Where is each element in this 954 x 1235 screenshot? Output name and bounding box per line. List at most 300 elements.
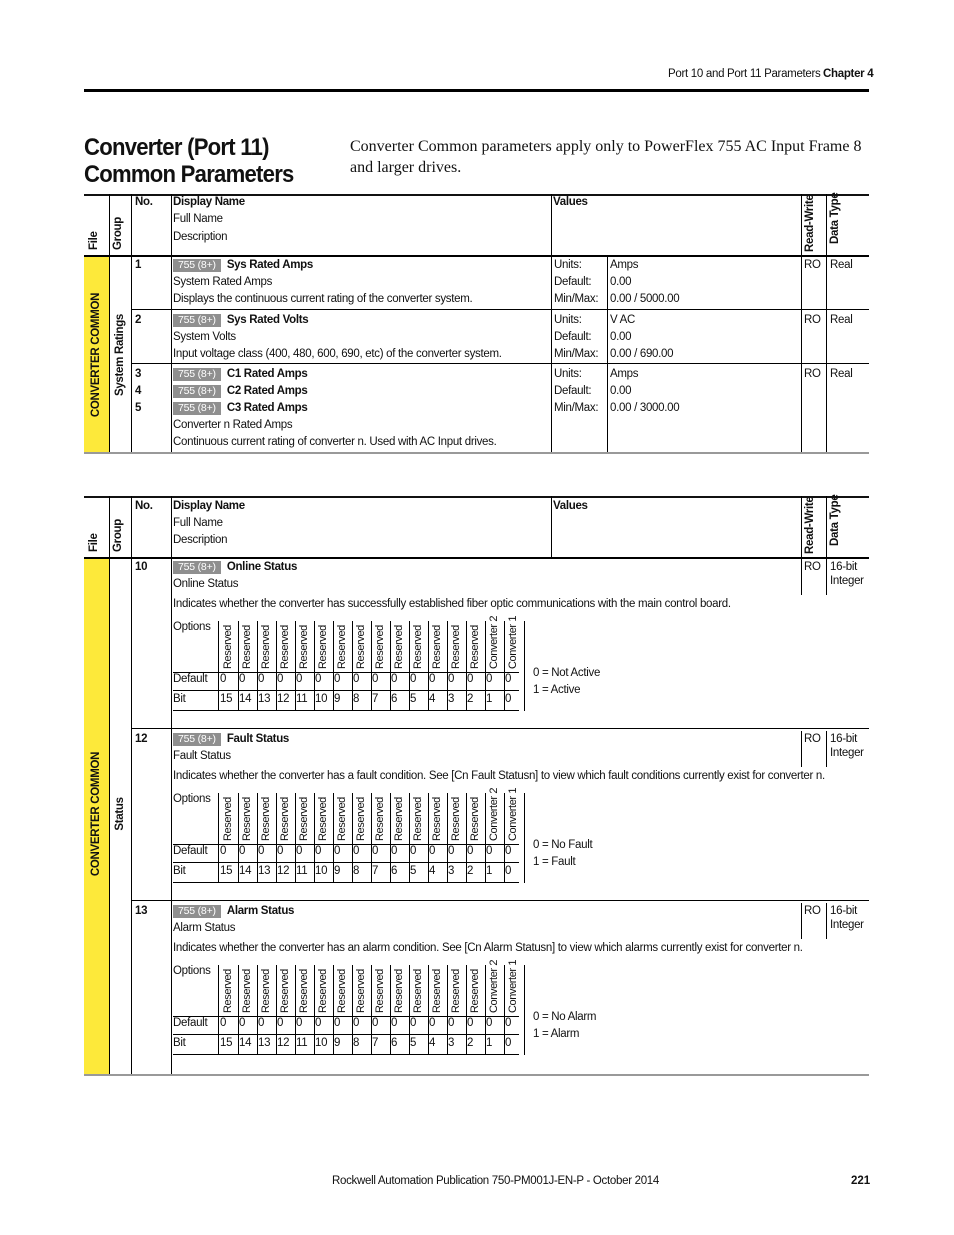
bit-legend-1: 1 = Alarm [533,1028,580,1040]
bit-label-bit: Bit [173,693,186,705]
value-default: 0.00 [610,276,632,288]
bit-column-line [504,965,505,1055]
column-line [801,731,802,767]
col-header-display-name: Display Name [173,500,245,512]
default-value: 0 [448,673,455,685]
value-label: Min/Max: [554,293,599,305]
default-value: 0 [448,845,455,857]
param-full-name: Online Status [173,578,239,590]
bit-number: 11 [296,693,308,705]
bit-number: 2 [467,865,474,877]
bit-label-default: Default [173,845,208,857]
drive-badge: 755 (8+) [173,561,221,574]
param-description: Continuous current rating of converter n. Used with AC Input drives. [173,436,497,448]
default-value: 0 [239,1017,246,1029]
default-value: 0 [220,1017,227,1029]
option-name: Reserved [241,969,253,1013]
bit-column-line [314,621,315,711]
bit-column-line [390,621,391,711]
option-name: Reserved [336,625,348,669]
param-description: Indicates whether the converter has successfully established fiber optic communications with the main control board. [173,598,731,610]
bit-column-line [409,621,410,711]
bit-label-options: Options [173,965,211,977]
read-write-value: RO [804,733,821,745]
bit-table-rule [173,862,519,863]
row-rule [131,728,869,729]
option-name: Reserved [298,625,310,669]
bit-number: 15 [220,693,233,705]
column-line [826,903,827,939]
param-display-line [173,731,289,748]
default-value: 0 [486,1017,493,1029]
running-header-chapter: Chapter 4 [823,68,874,80]
col-header-group: Group [112,519,124,552]
option-name: Reserved [469,797,481,841]
col-header-no: No. [135,500,153,512]
col-header-read-write: Read-Write [804,496,816,554]
value-default: 0.00 [610,331,632,343]
page-number: 221 [851,1175,871,1187]
bit-number: 6 [391,865,398,877]
bit-number: 6 [391,693,398,705]
default-value: 0 [353,845,360,857]
default-value: 0 [505,845,512,857]
bit-column-line [428,793,429,883]
param-description: Input voltage class (400, 480, 600, 690, etc) of the converter system. [173,348,502,360]
option-name: Reserved [355,969,367,1013]
bit-column-line [257,793,258,883]
default-value: 0 [353,1017,360,1029]
column-line [109,194,110,453]
option-name: Reserved [469,969,481,1013]
bit-number: 10 [315,693,328,705]
option-name: Reserved [260,797,272,841]
value-min-max: 0.00 / 5000.00 [610,293,680,305]
option-name: Reserved [298,969,310,1013]
bit-column-line [447,793,448,883]
bit-column-line [428,965,429,1055]
column-line [551,194,552,453]
header-rule [84,89,869,92]
default-value: 0 [467,1017,474,1029]
bit-number: 5 [410,693,417,705]
param-number: 3 [135,368,142,380]
option-name: Reserved [393,625,405,669]
option-name: Reserved [412,969,424,1013]
bit-column-line [333,621,334,711]
bit-table-rule [173,710,519,711]
value-units: Amps [610,259,639,271]
bit-column-line [276,965,277,1055]
bit-label-default: Default [173,1017,208,1029]
data-type-value: Real [830,368,853,380]
option-name: Reserved [412,625,424,669]
value-label: Units: [554,259,582,271]
param-display-line [173,903,294,920]
default-value: 0 [429,845,436,857]
bit-column-line [466,965,467,1055]
group-label: System Ratings [114,313,126,397]
default-value: 0 [315,673,322,685]
bit-column-line [352,965,353,1055]
bit-number: 11 [296,865,308,877]
read-write-value: RO [804,905,821,917]
bit-column-line [504,621,505,711]
option-name: Reserved [298,797,310,841]
row-rule [131,309,869,310]
param-display-name: Fault Status [226,733,290,745]
bit-column-line [352,793,353,883]
default-value: 0 [220,673,227,685]
bit-column-line [485,793,486,883]
param-number: 5 [135,402,142,414]
bit-label-options: Options [173,621,211,633]
param-full-name: System Rated Amps [173,276,273,288]
column-line [801,559,802,595]
param-number: 12 [135,733,148,745]
bit-column-line [485,965,486,1055]
bit-number: 13 [258,1037,271,1049]
bit-number: 7 [372,865,379,877]
option-name: Reserved [279,625,291,669]
value-label: Min/Max: [554,402,599,414]
default-value: 0 [372,1017,379,1029]
bit-legend-0: 0 = No Fault [533,839,593,851]
bit-number: 13 [258,865,271,877]
bit-number: 0 [505,1037,512,1049]
col-header-display-name: Display Name [173,196,245,208]
default-value: 0 [277,845,284,857]
col-header-read-write: Read-Write [804,194,816,252]
read-write-value: RO [804,368,821,380]
option-name: Reserved [469,625,481,669]
option-name: Reserved [317,969,329,1013]
bit-table-rule [218,793,219,883]
bit-number: 4 [429,693,436,705]
bit-table-rule [173,882,519,883]
bit-column-line [409,965,410,1055]
drive-badge: 755 (8+) [173,385,221,398]
bit-column-line [466,621,467,711]
bit-column-line [371,965,372,1055]
bit-column-line [485,621,486,711]
option-name: Reserved [393,797,405,841]
option-name: Reserved [336,969,348,1013]
bit-number: 14 [239,693,252,705]
bit-number: 15 [220,1037,233,1049]
bit-number: 8 [353,693,360,705]
param-display-name: Sys Rated Amps [226,259,313,271]
param-full-name: Fault Status [173,750,231,762]
value-label: Units: [554,314,582,326]
option-name: Converter 2 [488,959,500,1013]
option-name: Reserved [279,969,291,1013]
bit-column-line [390,965,391,1055]
bit-column-line [238,621,239,711]
param-full-name: Converter n Rated Amps [173,419,293,431]
bit-column-line [371,621,372,711]
bit-number: 9 [334,865,341,877]
default-value: 0 [429,673,436,685]
column-line [801,903,802,939]
bit-label-bit: Bit [173,865,186,877]
bit-number: 8 [353,1037,360,1049]
param-description: Displays the continuous current rating of the converter system. [173,293,473,305]
bit-number: 14 [239,1037,252,1049]
default-value: 0 [258,845,265,857]
option-name: Reserved [222,797,234,841]
table-bottom-rule [84,1074,869,1076]
default-value: 0 [277,673,284,685]
default-value: 0 [353,673,360,685]
option-name: Reserved [450,797,462,841]
default-value: 0 [391,845,398,857]
col-header-file: File [88,533,100,552]
bit-column-line [390,793,391,883]
intro-paragraph: Converter Common parameters apply only to PowerFlex 755 AC Input Frame 8 and larger drives. [350,138,862,176]
option-name: Reserved [317,625,329,669]
default-value: 0 [410,845,417,857]
default-value: 0 [277,1017,284,1029]
option-name: Reserved [393,969,405,1013]
col-header-group: Group [112,217,124,250]
option-name: Converter 1 [507,959,519,1013]
default-value: 0 [296,1017,303,1029]
bit-column-line [352,621,353,711]
value-label: Default: [554,331,592,343]
group-label: Status [114,797,126,831]
default-value: 0 [258,1017,265,1029]
option-name: Reserved [336,797,348,841]
value-label: Default: [554,385,592,397]
bit-number: 10 [315,865,328,877]
bit-number: 1 [486,693,493,705]
param-number: 4 [135,385,142,397]
bit-table-rule [218,621,219,711]
param-number: 13 [135,905,148,917]
param-display-name: C2 Rated Amps [226,385,308,397]
default-value: 0 [220,845,227,857]
default-value: 0 [334,845,341,857]
bit-table-rule [173,1054,519,1055]
col-header-values: Values [553,196,588,208]
option-name: Reserved [374,797,386,841]
col-header-description: Description [173,231,228,243]
parameter-table-status [84,496,869,1078]
default-value: 0 [486,673,493,685]
option-name: Converter 1 [507,787,519,841]
bit-table-rule [173,1034,519,1035]
bit-column-line [276,793,277,883]
bit-column-line [295,793,296,883]
option-name: Reserved [222,969,234,1013]
bit-column-line [524,793,525,883]
option-name: Reserved [431,797,443,841]
param-full-name: Alarm Status [173,922,236,934]
param-description: Indicates whether the converter has an alarm condition. See [Cn Alarm Statusn] to view which alarms currently exist for converter n. [173,942,803,954]
bit-number: 1 [486,1037,493,1049]
param-full-name: System Volts [173,331,236,343]
bit-column-line [409,793,410,883]
default-value: 0 [505,1017,512,1029]
col-header-full-name: Full Name [173,517,223,529]
value-label: Default: [554,276,592,288]
option-name: Converter 2 [488,615,500,669]
footer-publication: Rockwell Automation Publication 750-PM001J-EN-P - October 2014 [332,1175,660,1187]
default-value: 0 [429,1017,436,1029]
bit-number: 9 [334,1037,341,1049]
column-line [826,194,827,453]
default-value: 0 [410,673,417,685]
param-display-line [173,559,297,576]
default-value: 0 [315,1017,322,1029]
bit-number: 2 [467,693,474,705]
running-header-section: Port 10 and Port 11 Parameters [668,68,821,80]
bit-column-line [447,965,448,1055]
column-line [826,731,827,767]
bit-number: 0 [505,865,512,877]
value-units: Amps [610,368,639,380]
bit-column-line [524,621,525,711]
option-name: Reserved [279,797,291,841]
default-value: 0 [372,845,379,857]
bit-column-line [428,621,429,711]
default-value: 0 [505,673,512,685]
default-value: 0 [239,845,246,857]
bit-table-rule [173,690,519,691]
data-type-value: 16-bit Integer [830,733,864,759]
bit-number: 13 [258,693,271,705]
bit-column-line [295,965,296,1055]
col-header-values: Values [553,500,588,512]
column-line [131,194,132,453]
bit-legend-0: 0 = No Alarm [533,1011,597,1023]
bit-number: 4 [429,1037,436,1049]
bit-column-line [333,965,334,1055]
bit-column-line [257,965,258,1055]
param-number: 1 [135,259,142,271]
option-name: Reserved [450,969,462,1013]
bit-column-line [257,621,258,711]
bit-legend-1: 1 = Fault [533,856,576,868]
col-header-data-type: Data Type [829,192,841,244]
bit-number: 0 [505,693,512,705]
bit-column-line [504,793,505,883]
param-display-name: C1 Rated Amps [226,368,308,380]
bit-column-line [333,793,334,883]
drive-badge: 755 (8+) [173,314,221,327]
param-number: 2 [135,314,142,326]
option-name: Reserved [374,969,386,1013]
default-value: 0 [315,845,322,857]
row-rule [131,363,869,364]
option-name: Converter 1 [507,615,519,669]
option-name: Converter 2 [488,787,500,841]
option-name: Reserved [431,969,443,1013]
default-value: 0 [334,673,341,685]
option-name: Reserved [222,625,234,669]
bit-number: 9 [334,693,341,705]
value-label: Units: [554,368,582,380]
default-value: 0 [467,673,474,685]
col-header-description: Description [173,534,228,546]
option-name: Reserved [355,625,367,669]
value-units: V AC [610,314,636,326]
param-display-name: Alarm Status [226,905,295,917]
read-write-value: RO [804,314,821,326]
bit-table-rule [218,965,219,1055]
col-header-file: File [88,231,100,250]
column-line [171,194,172,453]
bit-column-line [447,621,448,711]
option-name: Reserved [260,969,272,1013]
parameter-table-system-ratings [84,194,869,456]
default-value: 0 [486,845,493,857]
drive-badge: 755 (8+) [173,733,221,746]
bit-number: 5 [410,865,417,877]
option-name: Reserved [355,797,367,841]
option-name: Reserved [241,797,253,841]
value-min-max: 0.00 / 3000.00 [610,402,680,414]
page-title: Converter (Port 11) Common Parameters [84,134,294,188]
bit-number: 1 [486,865,493,877]
bit-column-line [314,965,315,1055]
bit-legend-1: 1 = Active [533,684,581,696]
default-value: 0 [391,673,398,685]
file-label: CONVERTER COMMON [90,751,102,877]
column-line [801,194,802,453]
bit-number: 14 [239,865,252,877]
column-line [131,496,132,1075]
read-write-value: RO [804,259,821,271]
bit-number: 4 [429,865,436,877]
column-line [801,496,802,558]
bit-number: 7 [372,693,379,705]
data-type-value: Real [830,314,853,326]
bit-column-line [238,793,239,883]
option-name: Reserved [260,625,272,669]
value-min-max: 0.00 / 690.00 [610,348,674,360]
option-name: Reserved [374,625,386,669]
param-number: 10 [135,561,148,573]
drive-badge: 755 (8+) [173,402,221,415]
data-type-value: 16-bit Integer [830,561,864,587]
drive-badge: 755 (8+) [173,368,221,381]
bit-number: 3 [448,693,455,705]
default-value: 0 [372,673,379,685]
param-display-name: Sys Rated Volts [226,314,309,326]
value-default: 0.00 [610,385,632,397]
value-label: Min/Max: [554,348,599,360]
column-line [171,496,172,1075]
default-value: 0 [239,673,246,685]
bit-column-line [238,965,239,1055]
data-type-value: Real [830,259,853,271]
bit-number: 3 [448,865,455,877]
drive-badge: 755 (8+) [173,259,221,272]
bit-number: 2 [467,1037,474,1049]
bit-number: 7 [372,1037,379,1049]
bit-label-default: Default [173,673,208,685]
column-line [109,496,110,1075]
option-name: Reserved [431,625,443,669]
default-value: 0 [296,673,303,685]
file-label: CONVERTER COMMON [90,292,102,418]
bit-column-line [466,793,467,883]
bit-column-line [276,621,277,711]
default-value: 0 [410,1017,417,1029]
bit-column-line [371,793,372,883]
